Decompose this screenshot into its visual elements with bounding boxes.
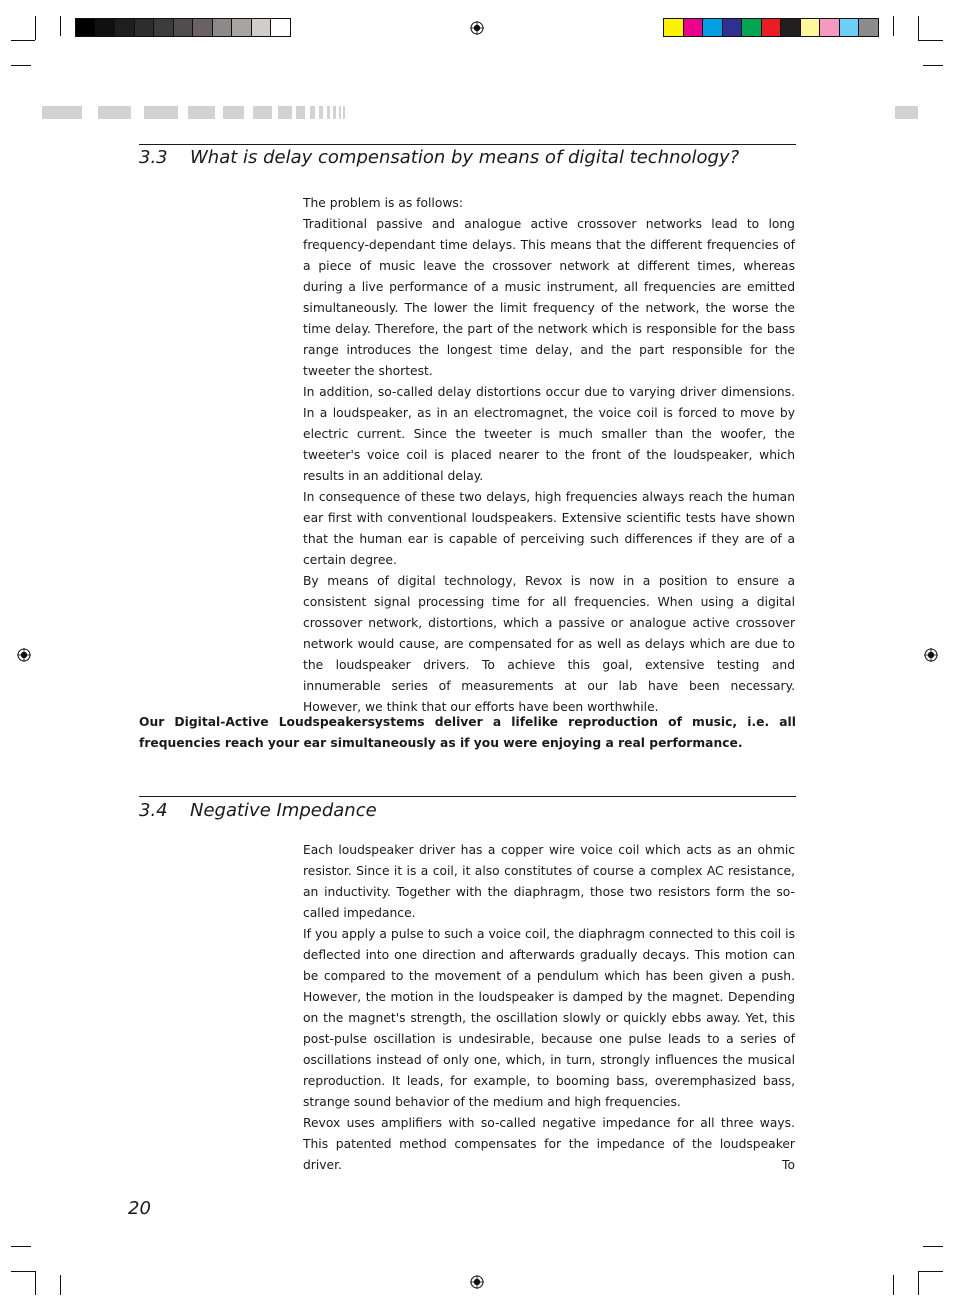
greyscale-swatch [95, 19, 115, 36]
greyscale-swatch [153, 19, 173, 36]
section-3-4-number: 3.4 [139, 800, 168, 821]
registration-mark-top [470, 21, 484, 35]
process-color-swatch [683, 19, 703, 36]
greyscale-swatch [173, 19, 193, 36]
section-3-3-number: 3.3 [139, 147, 168, 168]
greyscale-swatch [192, 19, 212, 36]
section-3-3-title: What is delay compensation by means of digital technology? [190, 147, 740, 168]
section-3-3-body [303, 193, 795, 718]
process-color-swatch [761, 19, 781, 36]
paragraph: Revox uses amplifiers with so-called negative impedance for all three ways. This patented method compensates for the impedance of the loudspeaker driver. To [303, 1116, 795, 1172]
process-color-swatch [858, 19, 878, 36]
greyscale-swatch [231, 19, 251, 36]
greyscale-swatch [212, 19, 232, 36]
greyscale-swatch [114, 19, 134, 36]
greyscale-swatch [134, 19, 154, 36]
section-3-4-title: Negative Impedance [190, 800, 377, 821]
process-color-swatch [702, 19, 722, 36]
registration-mark-left [17, 648, 31, 662]
process-color-swatch [800, 19, 820, 36]
process-color-swatch [819, 19, 839, 36]
paragraph: Each loudspeaker driver has a copper wire voice coil which acts as an ohmic resistor. Since it is a coil, it also constitutes of course a complex AC resistance, an inductivity. Together with the diaphragm, those two resistors form the so-called impedance. [303, 843, 795, 920]
greyscale-swatch [270, 19, 290, 36]
paragraph: The problem is as follows: [303, 196, 463, 210]
paragraph: Traditional passive and analogue active crossover networks lead to long frequency-dependant time delays. This means that the different frequencies of a piece of music leave the crossover network at different times, whereas during a live performance of a music instrument, all frequencies are emitted simultaneously. The lower the limit frequency of the network, the worse the time delay. Therefore, the part of the network which is responsible for the bass range introduces the longest time delay, and the part responsible for the tweeter the shortest. [303, 217, 795, 378]
paragraph: In addition, so-called delay distortions occur due to varying driver dimensions. In a loudspeaker, as in an electromagnet, the voice coil is forced to move by electric current. Since the tweeter is much smaller than the woofer, the tweeter's voice coil is placed nearer to the front of the loudspeaker, which results in an additional delay. [303, 385, 795, 483]
registration-mark-right [924, 648, 938, 662]
paragraph: In consequence of these two delays, high frequencies always reach the human ear first with conventional loudspeakers. Extensive scientific tests have shown that the human ear is capable of perceiving such differences if they are of a certain degree. [303, 490, 795, 567]
greyscale-swatch [76, 19, 95, 36]
greyscale-color-bar [75, 18, 291, 37]
greyscale-swatch [251, 19, 271, 36]
section-3-4-rule [139, 796, 796, 797]
process-color-swatch [741, 19, 761, 36]
process-color-swatch [722, 19, 742, 36]
process-color-swatch [780, 19, 800, 36]
process-color-swatch [839, 19, 859, 36]
paragraph: By means of digital technology, Revox is now in a position to ensure a consistent signal processing time for all frequencies. When using a digital crossover network, distortions, which a passive or analogue active crossover network would cause, are compensated for as well as delays which are due to the loudspeaker drivers. To achieve this goal, extensive testing and innumerable series of measurements at our lab have been necessary. However, we think that our efforts have been worthwhile. [303, 574, 795, 714]
page-number: 20 [128, 1198, 151, 1219]
registration-mark-bottom [470, 1275, 484, 1289]
section-3-3-rule [139, 144, 796, 145]
process-color-bar [663, 18, 879, 37]
process-color-swatch [664, 19, 683, 36]
bold-statement: Our Digital-Active Loudspeakersystems deliver a lifelike reproduction of music, i.e. all frequencies reach your ear simultaneously as if you were enjoying a real performance. [139, 715, 796, 750]
paragraph: If you apply a pulse to such a voice coil, the diaphragm connected to this coil is deflected into one direction and afterwards gradually decays. This motion can be compared to the movement of a pendulum which has been given a push. However, the motion in the loudspeaker is damped by the magnet. Depending on the magnet's strength, the oscillation slowly or quickly ebbs away. Yet, this post-pulse oscillation is undesirable, because one pulse leads to a series of oscillations instead of only one, which, in turn, strongly influences the musical reproduction. It leads, for example, to booming bass, overemphasized bass, strange sound behavior of the medium and high frequencies. [303, 927, 795, 1109]
section-3-4-body [303, 840, 795, 1176]
